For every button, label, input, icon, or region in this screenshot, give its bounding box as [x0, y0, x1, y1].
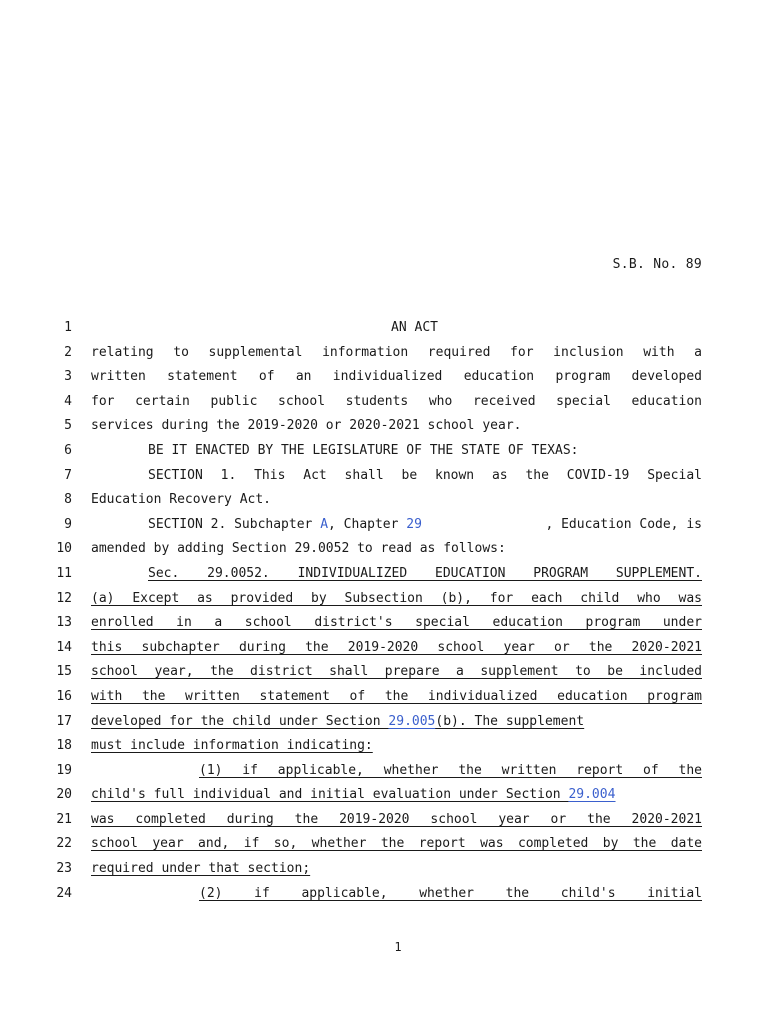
line-text: was completed during the 2019-2020 school year or the 2020-2021	[91, 811, 702, 827]
text-line	[0, 365, 770, 390]
line-number: 17	[56, 713, 72, 729]
subchapter-link[interactable]: A	[320, 516, 329, 532]
line-number: 9	[64, 516, 72, 532]
line-number: 14	[56, 639, 72, 655]
line-text: developed for the child under Section 29.005(b). The supplement	[91, 713, 585, 729]
line-number: 18	[56, 738, 72, 754]
line-text: (2) if applicable, whether the child's initial	[199, 885, 702, 901]
text-line	[0, 414, 770, 439]
text-line	[0, 562, 770, 587]
line-number: 24	[56, 885, 72, 901]
text-line	[0, 832, 770, 857]
bill-text	[0, 316, 770, 906]
text-line	[0, 857, 770, 882]
line-number: 13	[56, 615, 72, 631]
line-text: services during the 2019-2020 or 2020-2021 school year.	[91, 418, 522, 434]
section-29-004-link[interactable]: 29.004	[568, 787, 616, 803]
line-number: 5	[64, 418, 72, 434]
line-number: 10	[56, 541, 72, 557]
text-line	[0, 464, 770, 489]
line-number: 16	[56, 688, 72, 704]
text-line	[0, 513, 770, 538]
line-text: must include information indicating:	[91, 738, 373, 754]
text-line	[0, 390, 770, 415]
line-text: required under that section;	[91, 861, 311, 877]
line-text: (1) if applicable, whether the written report of the	[199, 762, 702, 778]
text-line	[0, 488, 770, 513]
text-line	[0, 636, 770, 661]
text-line	[0, 783, 770, 808]
line-number: 15	[56, 664, 72, 680]
page-number: 1	[394, 940, 402, 954]
text-line	[0, 660, 770, 685]
line-number: 2	[64, 344, 72, 360]
line-number: 23	[56, 861, 72, 877]
text-line	[0, 439, 770, 464]
line-number: 21	[56, 811, 72, 827]
line-number: 4	[64, 393, 72, 409]
line-number: 20	[56, 787, 72, 803]
text-line	[0, 759, 770, 784]
line-text: enrolled in a school district's special education program under	[91, 615, 702, 631]
line-number: 1	[64, 320, 72, 335]
line-number: 22	[56, 836, 72, 852]
text-line	[0, 710, 770, 735]
text-line	[0, 316, 770, 341]
line-text: school year and, if so, whether the report was completed by the date	[91, 836, 702, 852]
act-title: AN ACT	[391, 320, 438, 335]
line-text: school year, the district shall prepare a supplement to be included	[91, 664, 702, 680]
enacting-clause: BE IT ENACTED BY THE LEGISLATURE OF THE STATE OF TEXAS:	[148, 442, 579, 458]
line-text: for certain public school students who received special education	[91, 393, 702, 409]
line-number: 3	[64, 369, 72, 385]
text-line	[0, 587, 770, 612]
line-text: child's full individual and initial evaluation under Section 29.004	[91, 787, 616, 803]
section-2-label: SECTION 2. Subchapter A, Chapter 29	[148, 516, 422, 532]
line-text: SECTION 2. Subchapter A, Chapter 29 , Education Code, is	[91, 513, 702, 538]
line-text: amended by adding Section 29.0052 to read as follows:	[91, 541, 506, 557]
text-line	[0, 341, 770, 366]
section-heading: Sec. 29.0052. INDIVIDUALIZED EDUCATION PROGRAM SUPPLEMENT.	[148, 565, 702, 581]
text-line	[0, 734, 770, 759]
line-number: 11	[56, 565, 72, 581]
line-text: SECTION 1. This Act shall be known as the COVID-19 Special	[148, 467, 702, 483]
line-number: 7	[64, 467, 72, 483]
line-number: 19	[56, 762, 72, 778]
line-text: Education Recovery Act.	[91, 492, 272, 508]
line-text: with the written statement of the individualized education program	[91, 688, 702, 704]
line-text: (a) Except as provided by Subsection (b), for each child who was	[91, 590, 702, 606]
text-line	[0, 537, 770, 562]
line-text: written statement of an individualized education program developed	[91, 369, 702, 385]
text-line	[0, 685, 770, 710]
bill-number: S.B. No. 89	[612, 257, 702, 272]
section-29-005-link[interactable]: 29.005	[388, 713, 436, 729]
line-number: 12	[56, 590, 72, 606]
line-number: 6	[64, 442, 72, 458]
line-text: this subchapter during the 2019-2020 school year or the 2020-2021	[91, 639, 702, 655]
text-line	[0, 808, 770, 833]
line-number: 8	[64, 492, 72, 508]
text-line	[0, 882, 770, 907]
line-text: relating to supplemental information required for inclusion with a	[91, 344, 702, 360]
chapter-link[interactable]: 29	[406, 516, 422, 532]
text-line	[0, 611, 770, 636]
